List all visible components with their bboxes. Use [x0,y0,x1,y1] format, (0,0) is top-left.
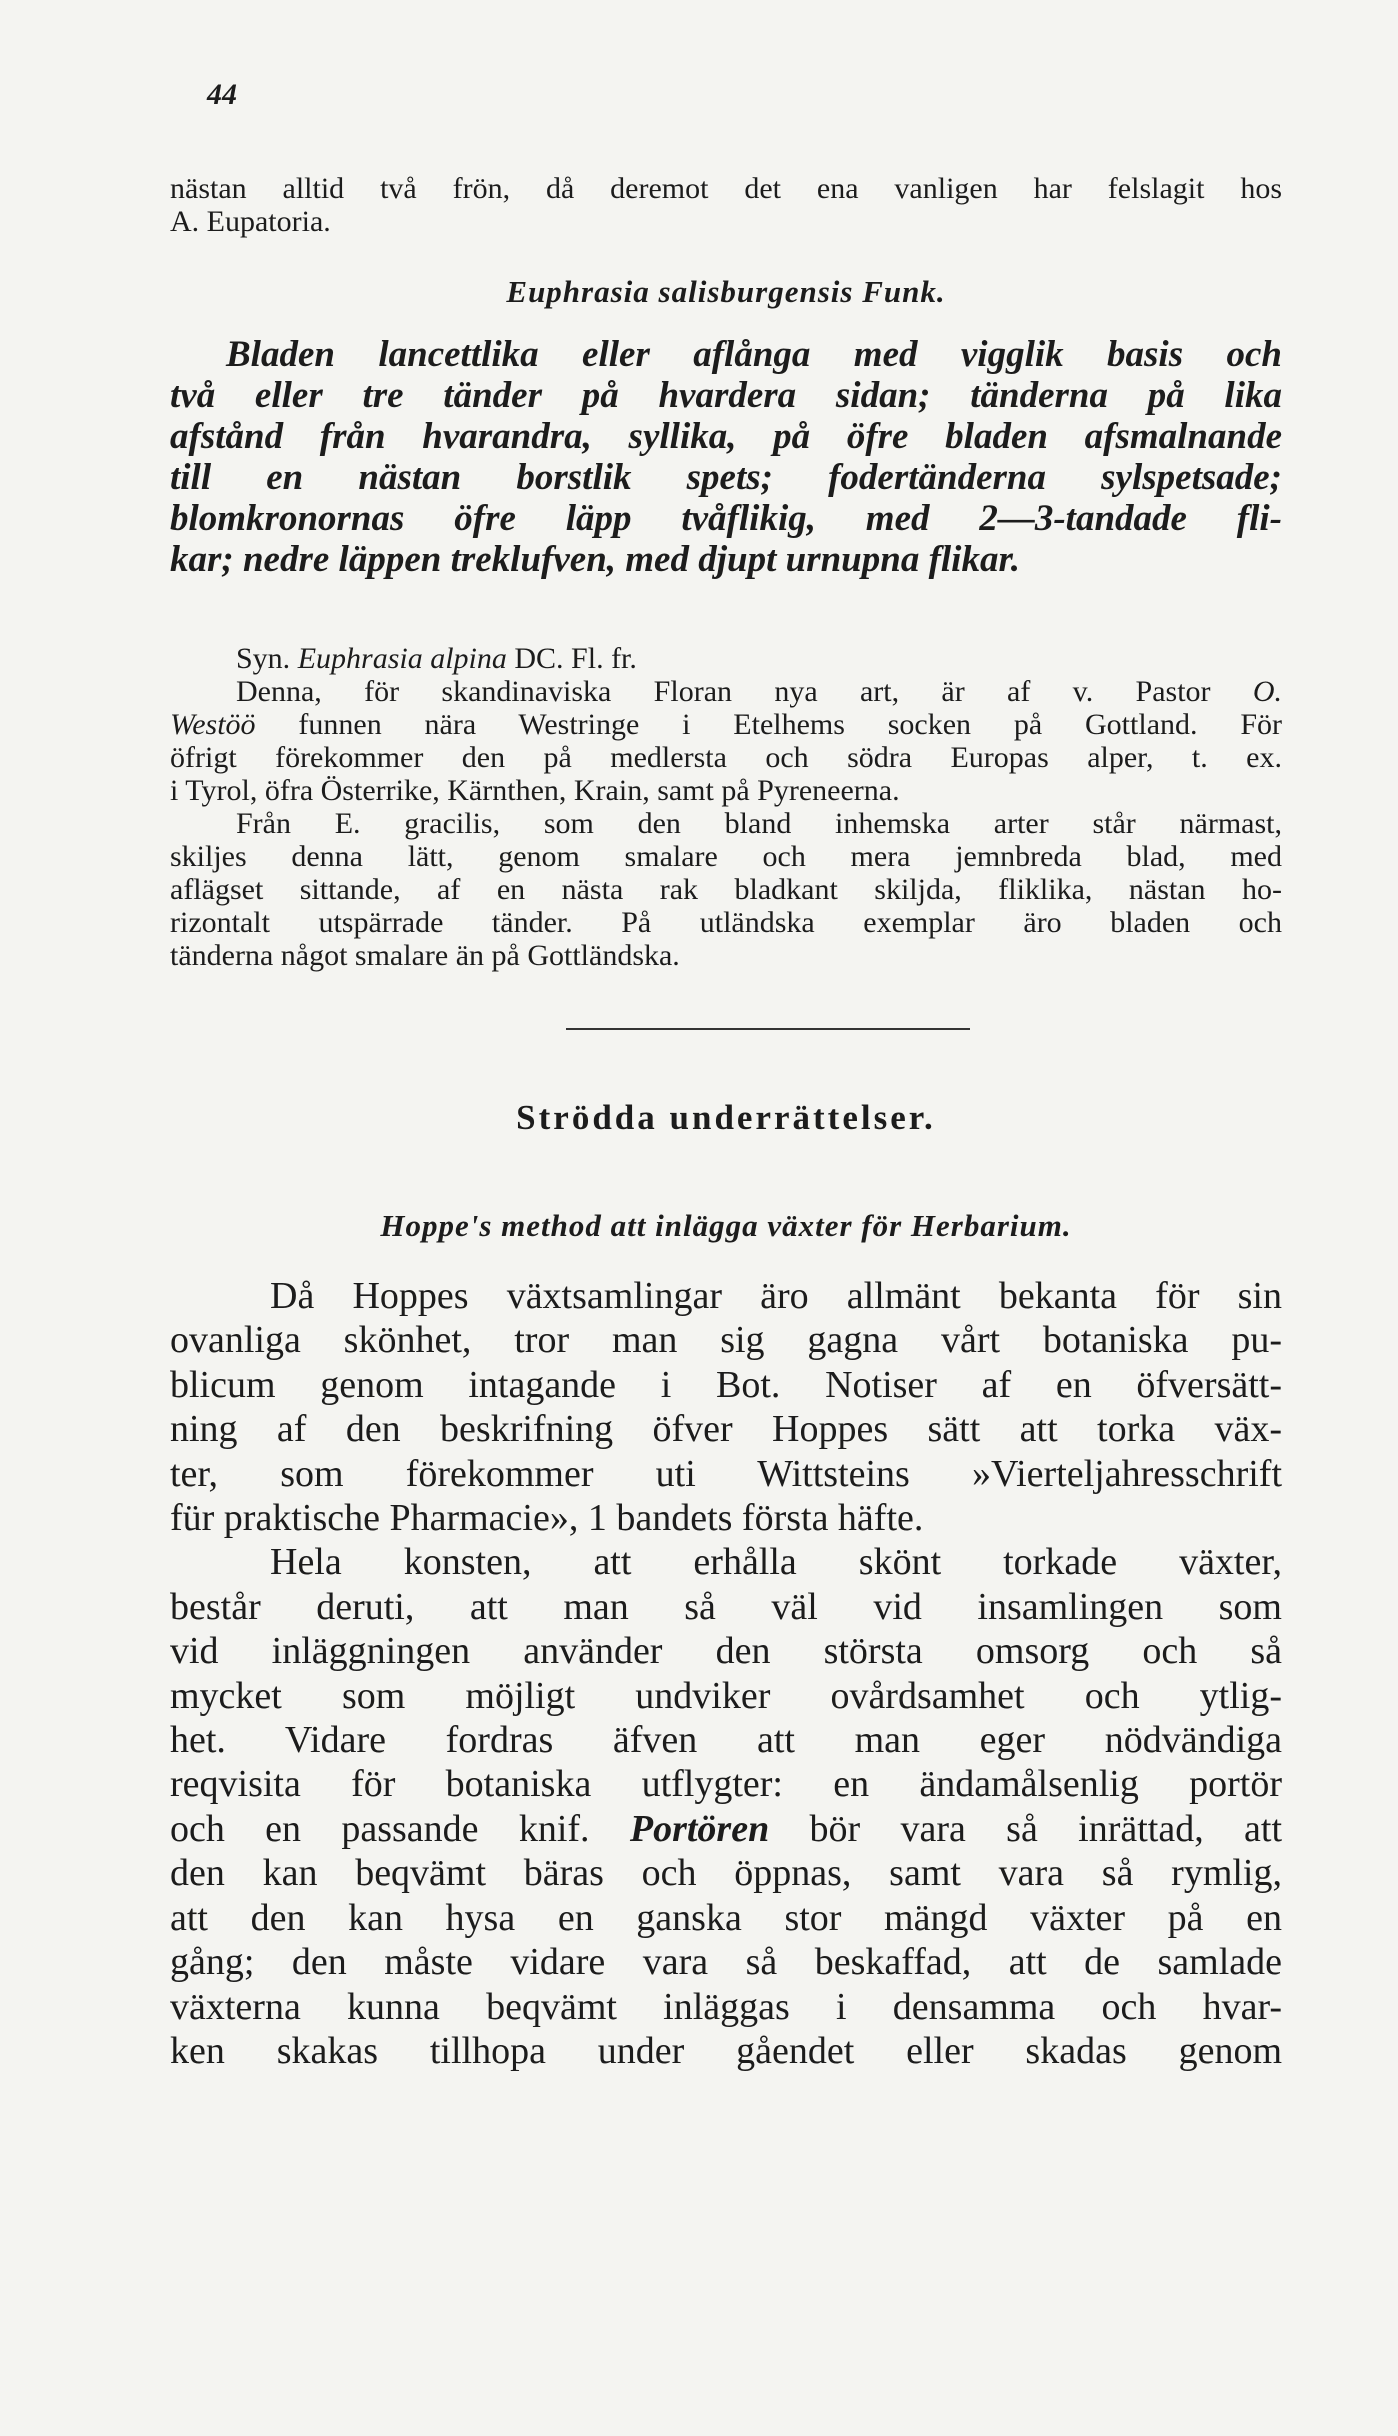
text-line: afstånd från hvarandra, syllika, på öfre bladen afsmalnande [170,416,1282,457]
intro-paragraph [170,172,1282,238]
text-line: reqvisita för botaniska utflygter: en ändamålsenlig portör [170,1763,1282,1806]
text-segment: och en passande knif. [170,1807,590,1850]
notes-block [170,642,1282,972]
text-line: mycket som möjligt undviker ovårdsamhet och ytlig- [170,1674,1282,1717]
text-line: het. Vidare fordras äfven att man eger nödvändiga [170,1719,1282,1762]
text-segment: bör vara så inrättad, att [809,1807,1282,1850]
text-line: till en nästan borstlik spets; fodertänderna sylspetsade; [170,457,1282,498]
text-line: für praktische Pharmacie», 1 bandets första häfte. [170,1497,924,1540]
text-line: i Tyrol, öfra Österrike, Kärnthen, Krain, samt på Pyreneerna. [170,774,900,807]
synonym-name: Euphrasia alpina [297,642,507,675]
text-segment: funnen nära Westringe i Etelhems socken på Gottland. För [298,708,1283,741]
section-heading: Strödda underrättelser. [516,1098,936,1137]
text-segment: O. [1252,675,1283,708]
section-divider [566,1028,970,1030]
text-segment: Portören [629,1807,770,1850]
text-line: gång; den måste vidare vara så beskaffad, att de samlade [170,1941,1282,1984]
species-description [170,334,1282,580]
synonym-line [170,642,1282,675]
text-segment: Denna, för skandinaviska Floran nya art, är af v. Pastor [236,675,1211,708]
text-line: blomkronornas öfre läpp tvåflikig, med 2—3-tandade fli- [170,498,1282,539]
text-line [170,675,1282,708]
text-line: blicum genom intagande i Bot. Notiser af en öfversätt- [170,1363,1282,1406]
text-line: att den kan hysa en ganska stor mängd växter på en [170,1896,1282,1939]
text-line: den kan beqvämt bäras och öppnas, samt vara så rymlig, [170,1852,1282,1895]
text-line: Hela konsten, att erhålla skönt torkade växter, [270,1541,1282,1584]
synonym-suffix: DC. Fl. fr. [514,642,637,675]
text-line [170,1807,1282,1851]
text-line: ken skakas tillhopa under gåendet eller skadas genom [170,2029,1282,2072]
text-line: Från E. gracilis, som den bland inhemska arter står närmast, [236,807,1282,840]
text-line: består deruti, att man så väl vid insamlingen som [170,1585,1282,1628]
text-line: kar; nedre läppen treklufven, med djupt urnupna flikar. [170,539,1021,580]
text-line: Då Hoppes växtsamlingar äro allmänt bekanta för sin [270,1275,1282,1317]
text-line: öfrigt förekommer den på medlersta och södra Europas alper, t. ex. [170,741,1282,774]
text-line: ning af den beskrifning öfver Hoppes sätt att torka väx- [170,1408,1282,1451]
text-line: nästan alltid två frön, då deremot det ena vanligen har felslagit hos [170,172,1282,205]
text-line: växterna kunna beqvämt inläggas i densamma och hvar- [170,1985,1282,2028]
text-line: ovanliga skönhet, tror man sig gagna vårt botaniska pu- [170,1319,1282,1362]
text-line: rizontalt utspärrade tänder. På utländska exemplar äro bladen och [170,906,1282,939]
text-line: ter, som förekommer uti Wittsteins »Vierteljahresschrift [170,1452,1282,1495]
text-segment: Westöö [170,708,256,741]
text-line: Bladen lancettlika eller aflånga med vigglik basis och [226,334,1282,375]
text-line: A. Eupatoria. [170,205,331,238]
text-line: tänderna något smalare än på Gottländska. [170,939,680,972]
article-heading: Hoppe's method att inlägga växter för Herbarium. [380,1208,1072,1243]
text-line [170,708,1282,741]
article-body [170,1274,1282,2073]
text-line: två eller tre tänder på hvardera sidan; tänderna på lika [170,375,1282,416]
species-heading: Euphrasia salisburgensis Funk. [506,274,946,309]
text-line: vid inläggningen använder den största omsorg och så [170,1630,1282,1673]
synonym-prefix: Syn. [236,642,291,675]
page-number: 44 [207,78,237,111]
text-line: aflägset sittande, af en nästa rak bladkant skiljda, fliklika, nästan ho- [170,873,1282,906]
text-line: skiljes denna lätt, genom smalare och mera jemnbreda blad, med [170,840,1282,873]
